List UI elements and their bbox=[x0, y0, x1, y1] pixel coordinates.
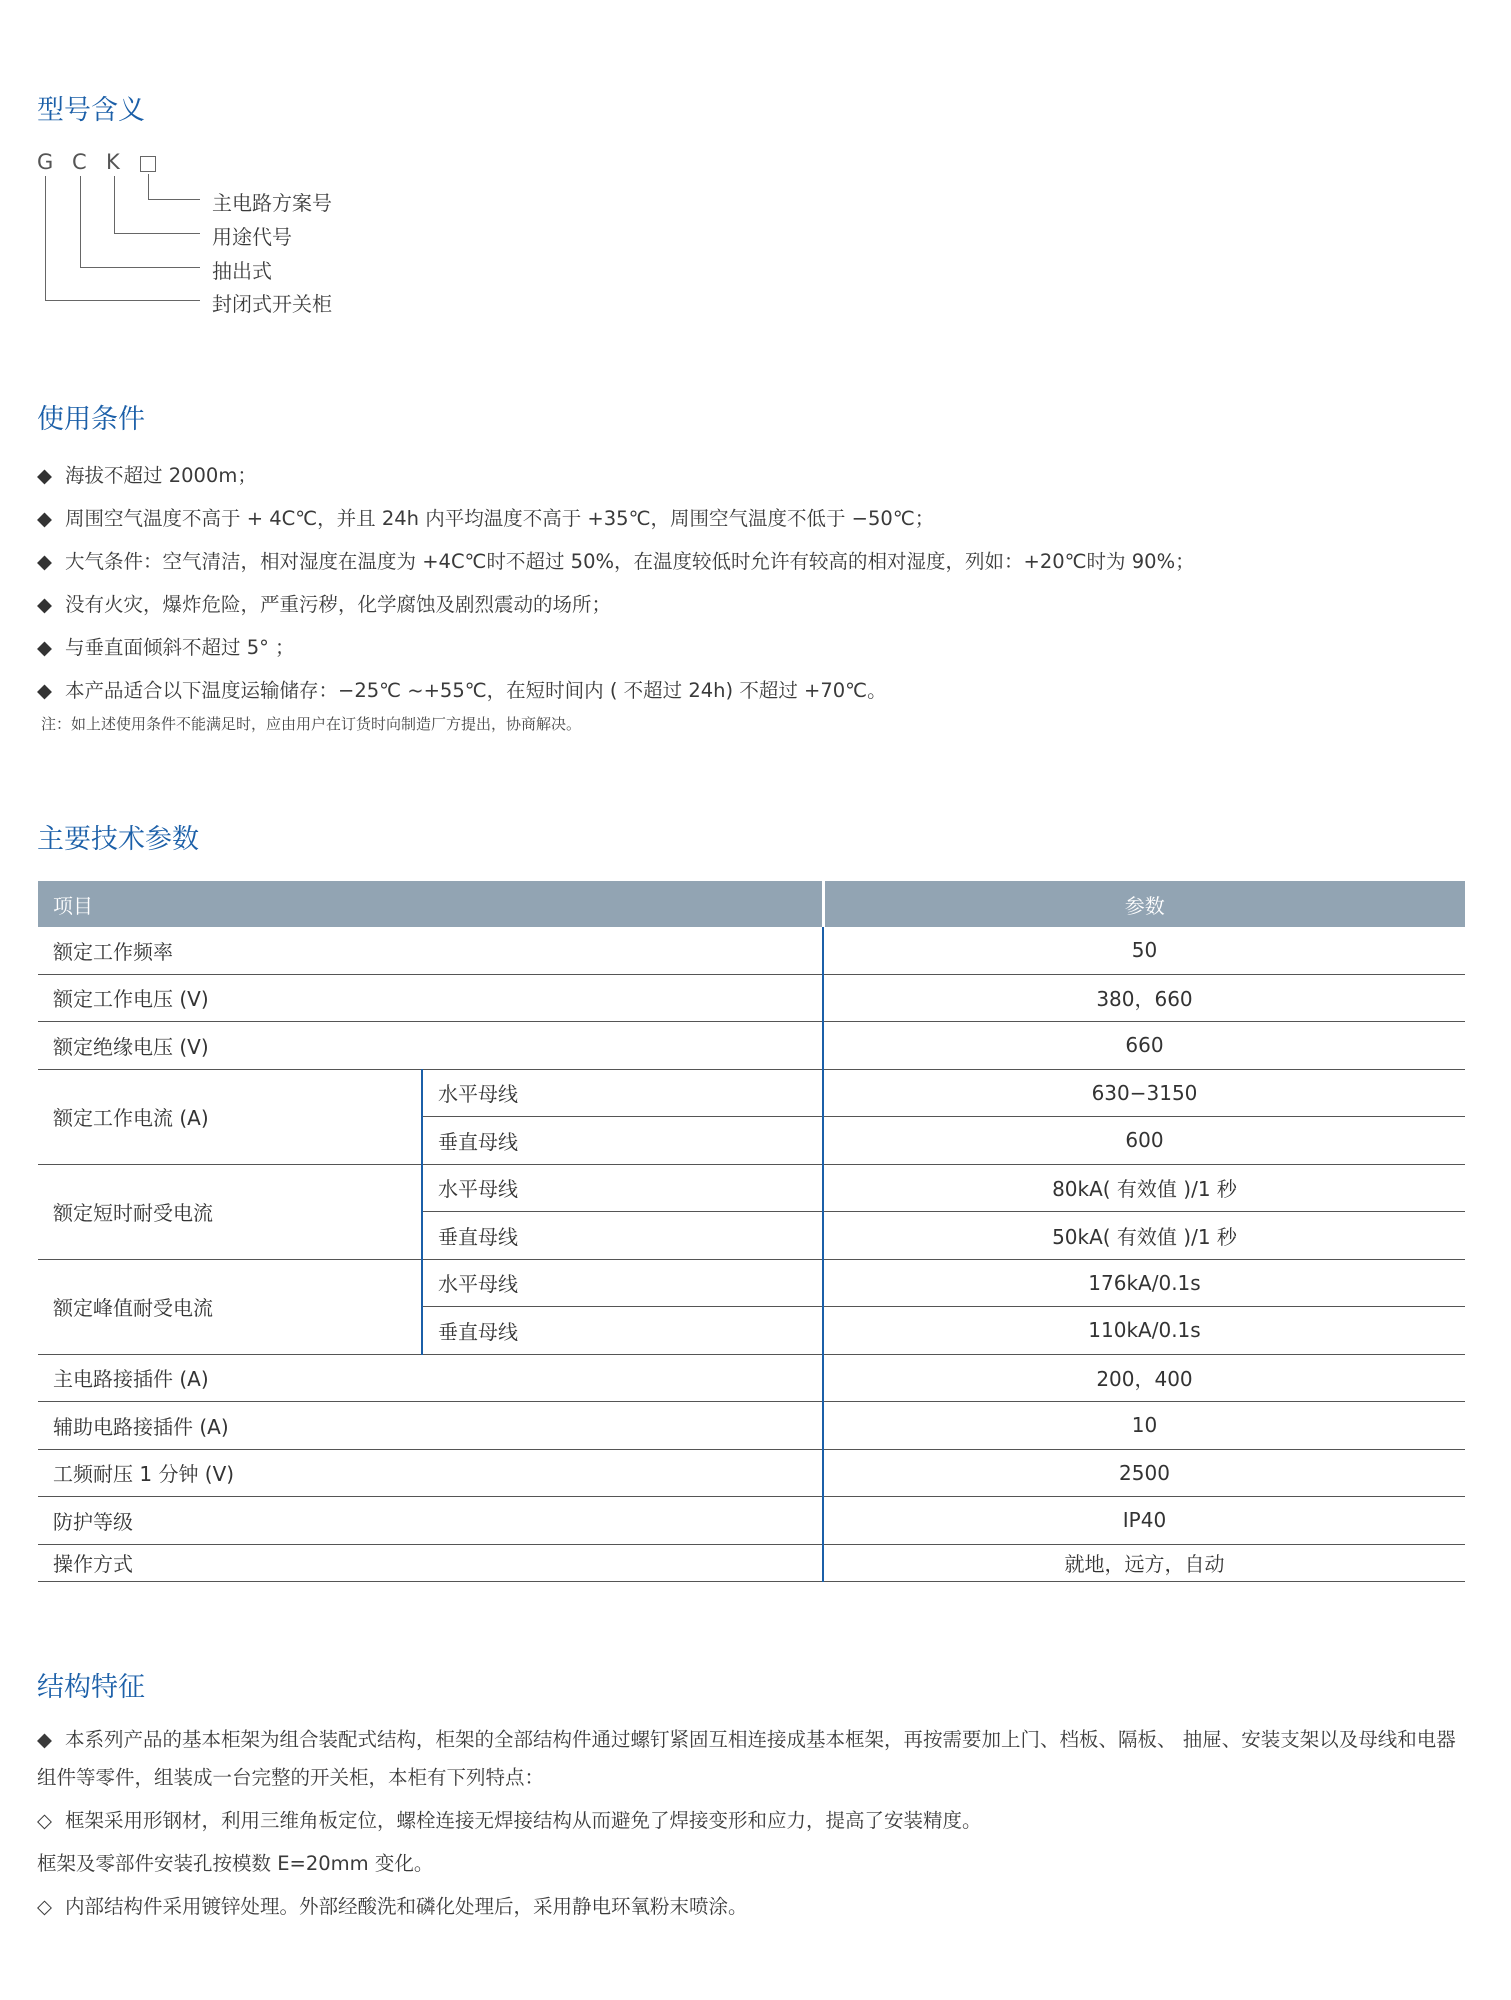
row-value: 50kA( 有效值 )/1 秒 bbox=[823, 1212, 1465, 1260]
table-row bbox=[38, 1069, 1465, 1117]
legend-withdrawable: 抽出式 bbox=[212, 259, 272, 283]
structure-text: 内部结构件采用镀锌处理。外部经酸洗和磷化处理后，采用静电环氧粉末喷涂。 bbox=[65, 1895, 748, 1918]
condition-text: 本产品适合以下温度运输储存：−25℃ ~+55℃，在短时间内 ( 不超过 24h) 不超过 +70℃。 bbox=[65, 679, 887, 702]
row-item: 辅助电路接插件 (A) bbox=[38, 1402, 823, 1450]
diamond-bullet-icon: ◆ bbox=[37, 507, 52, 530]
structure-paragraph bbox=[37, 1721, 1467, 1797]
leader-line bbox=[148, 199, 200, 200]
row-value: IP40 bbox=[823, 1497, 1465, 1545]
table-row bbox=[38, 1354, 1465, 1402]
row-item: 额定峰值耐受电流 bbox=[38, 1259, 422, 1354]
table-row bbox=[38, 1402, 1465, 1450]
condition-item bbox=[37, 503, 934, 531]
table-header-row bbox=[38, 881, 1465, 927]
header-item: 项目 bbox=[38, 881, 823, 927]
row-item: 操作方式 bbox=[38, 1544, 823, 1581]
row-value: 200，400 bbox=[823, 1354, 1465, 1402]
structure-feature: 框架及零部件安装孔按模数 E=20mm 变化。 bbox=[37, 1852, 434, 1875]
row-value: 80kA( 有效值 )/1 秒 bbox=[823, 1164, 1465, 1212]
diamond-bullet-icon: ◆ bbox=[37, 550, 52, 573]
table-row bbox=[38, 1544, 1465, 1581]
row-value: 660 bbox=[823, 1022, 1465, 1070]
condition-text: 没有火灾，爆炸危险，严重污秽，化学腐蚀及剧烈震动的场所； bbox=[65, 593, 612, 616]
section-title-structure: 结构特征 bbox=[37, 1672, 145, 1703]
row-sub-item: 垂直母线 bbox=[422, 1212, 823, 1260]
table-row bbox=[38, 974, 1465, 1022]
row-value: 380，660 bbox=[823, 974, 1465, 1022]
spec-table bbox=[38, 881, 1465, 1582]
row-item: 额定绝缘电压 (V) bbox=[38, 1022, 823, 1070]
condition-text: 周围空气温度不高于 + 4C℃，并且 24h 内平均温度不高于 +35℃，周围空气温度不低于 −50℃； bbox=[65, 507, 935, 530]
structure-text: 框架采用形钢材，利用三维角板定位，螺栓连接无焊接结构从而避免了焊接变形和应力，提高了安装精度。 bbox=[65, 1809, 982, 1832]
condition-text: 海拔不超过 2000m； bbox=[65, 464, 257, 487]
condition-item bbox=[37, 546, 1195, 574]
row-item: 防护等级 bbox=[38, 1497, 823, 1545]
leader-line bbox=[114, 176, 115, 233]
row-sub-item: 垂直母线 bbox=[422, 1117, 823, 1165]
row-item: 额定工作电流 (A) bbox=[38, 1069, 422, 1164]
row-item: 额定短时耐受电流 bbox=[38, 1164, 422, 1259]
table-row bbox=[38, 1497, 1465, 1545]
condition-item bbox=[37, 460, 257, 488]
conditions-note: 注：如上述使用条件不能满足时，应由用户在订货时向制造厂方提出，协商解决。 bbox=[41, 715, 582, 733]
model-letter-c: C bbox=[72, 150, 87, 174]
row-value: 110kA/0.1s bbox=[823, 1307, 1465, 1355]
condition-text: 大气条件：空气清洁，相对湿度在温度为 +4C℃时不超过 50%，在温度较低时允许有较高的相对湿度，列如：+20℃时为 90%； bbox=[65, 550, 1195, 573]
leader-line bbox=[80, 267, 200, 268]
row-value: 176kA/0.1s bbox=[823, 1259, 1465, 1307]
table-row bbox=[38, 1164, 1465, 1212]
structure-feature bbox=[37, 1888, 1467, 1926]
diamond-bullet-icon: ◆ bbox=[37, 593, 52, 616]
leader-line bbox=[80, 176, 81, 267]
row-sub-item: 水平母线 bbox=[422, 1164, 823, 1212]
row-item: 额定工作频率 bbox=[38, 927, 823, 974]
legend-enclosed-switchgear: 封闭式开关柜 bbox=[212, 292, 332, 316]
hollow-diamond-icon: ◇ bbox=[37, 1809, 52, 1832]
diamond-bullet-icon: ◆ bbox=[37, 679, 52, 702]
section-title-model: 型号含义 bbox=[37, 95, 145, 126]
diamond-bullet-icon: ◆ bbox=[37, 1728, 52, 1751]
structure-feature bbox=[37, 1802, 1467, 1840]
table-row bbox=[38, 927, 1465, 974]
condition-text: 与垂直面倾斜不超过 5° ； bbox=[65, 636, 295, 659]
leader-line bbox=[114, 233, 200, 234]
structure-text: 本系列产品的基本柜架为组合装配式结构，柜架的全部结构件通过螺钉紧固互相连接成基本框架，再按需要加上门、档板、隔板、 抽屉、安装支架以及母线和电器组件等零件，组装成一台完整的开关柜，本柜有下列特点： bbox=[37, 1728, 1456, 1789]
row-value: 就地，远方，自动 bbox=[823, 1544, 1465, 1581]
header-value: 参数 bbox=[823, 881, 1465, 927]
section-title-conditions: 使用条件 bbox=[37, 404, 145, 435]
row-value: 2500 bbox=[823, 1449, 1465, 1497]
row-value: 50 bbox=[823, 927, 1465, 974]
diamond-bullet-icon: ◆ bbox=[37, 636, 52, 659]
row-value: 630−3150 bbox=[823, 1069, 1465, 1117]
legend-usage-code: 用途代号 bbox=[212, 225, 292, 249]
row-sub-item: 水平母线 bbox=[422, 1069, 823, 1117]
row-sub-item: 垂直母线 bbox=[422, 1307, 823, 1355]
row-sub-item: 水平母线 bbox=[422, 1259, 823, 1307]
model-letter-k: K bbox=[106, 150, 120, 174]
scheme-box-icon bbox=[140, 156, 156, 172]
condition-item bbox=[37, 632, 295, 660]
row-value: 600 bbox=[823, 1117, 1465, 1165]
row-value: 10 bbox=[823, 1402, 1465, 1450]
table-row bbox=[38, 1259, 1465, 1307]
section-title-params: 主要技术参数 bbox=[37, 824, 199, 855]
row-item: 主电路接插件 (A) bbox=[38, 1354, 823, 1402]
leader-line bbox=[45, 176, 46, 300]
condition-item bbox=[37, 675, 887, 703]
hollow-diamond-icon: ◇ bbox=[37, 1895, 52, 1918]
leader-line bbox=[148, 174, 149, 199]
legend-main-circuit: 主电路方案号 bbox=[212, 191, 332, 215]
table-row bbox=[38, 1022, 1465, 1070]
row-item: 工频耐压 1 分钟 (V) bbox=[38, 1449, 823, 1497]
table-row bbox=[38, 1449, 1465, 1497]
model-letter-g: G bbox=[37, 150, 54, 174]
row-item: 额定工作电压 (V) bbox=[38, 974, 823, 1022]
condition-item bbox=[37, 589, 611, 617]
leader-line bbox=[45, 300, 200, 301]
diamond-bullet-icon: ◆ bbox=[37, 464, 52, 487]
